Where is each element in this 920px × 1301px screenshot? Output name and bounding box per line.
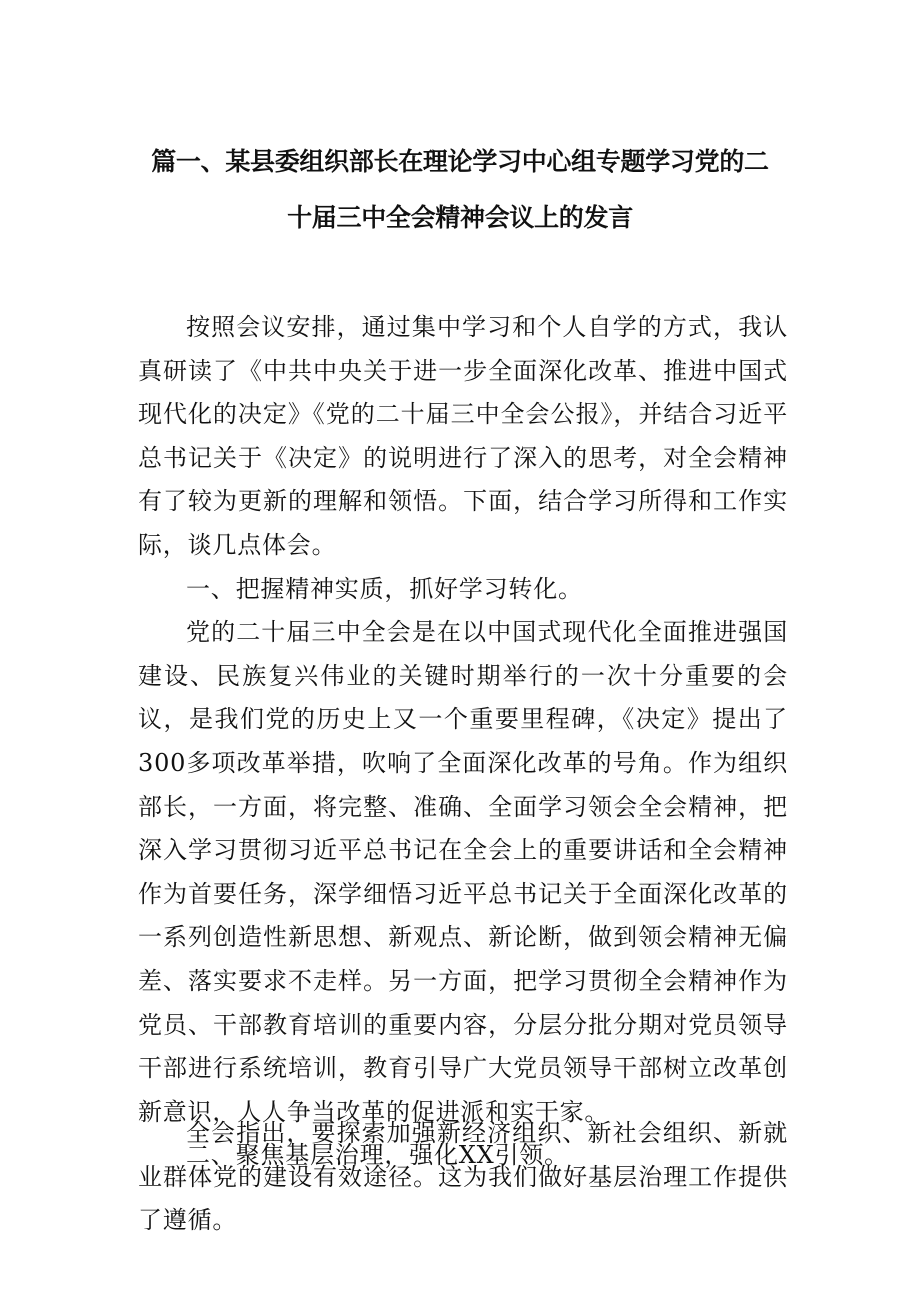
section-heading-2: 二、聚焦基层治理，强化XX引领。: [186, 1141, 569, 1170]
document-body-lower: [138, 1112, 788, 1243]
document-title-line-2: 十届三中全会精神会议上的发言: [287, 203, 633, 232]
paragraph-section-1: 党的二十届三中全会是在以中国式现代化全面推进强国建设、民族复兴伟业的关键时期举行的一次十分重要的会议，是我们党的历史上又一个重要里程碑，《决定》提出了300多项改革举措，吹响了全面深化改革的号角。作为组织部长，一方面，将完整、准确、全面学习领会全会精神，把深入学习贯彻习近平总书记在全会上的重要讲话和全会精神作为首要任务，深学细悟习近平总书记关于全面深化改革的一系列创造性新思想、新观点、新论断，做到领会精神无偏差、落实要求不走样。另一方面，把学习贯彻全会精神作为党员、干部教育培训的重要内容，分层分批分期对党员领导干部进行系统培训，教育引导广大党员领导干部树立改革创新意识，人人争当改革的促进派和实干家。: [138, 618, 788, 1126]
paragraph-intro: 按照会议安排，通过集中学习和个人自学的方式，我认真研读了《中共中央关于进一步全面深化改革、推进中国式现代化的决定》《党的二十届三中全会公报》，并结合习近平总书记关于《决定》的说明进行了深入的思考，对全会精神有了较为更新的理解和领悟。下面，结合学习所得和工作实际，谈几点体会。: [138, 313, 788, 559]
section-heading-1: 一、把握精神实质，抓好学习转化。: [186, 574, 583, 603]
paragraph-section-2: 全会指出，要探索加强新经济组织、新社会组织、新就业群体党的建设有效途径。这为我们做好基层治理工作提供了遵循。: [138, 1119, 788, 1235]
document-title-line-1: 篇一、某县委组织部长在理论学习中心组专题学习党的二: [151, 147, 769, 176]
document-body-upper: [138, 306, 788, 1178]
